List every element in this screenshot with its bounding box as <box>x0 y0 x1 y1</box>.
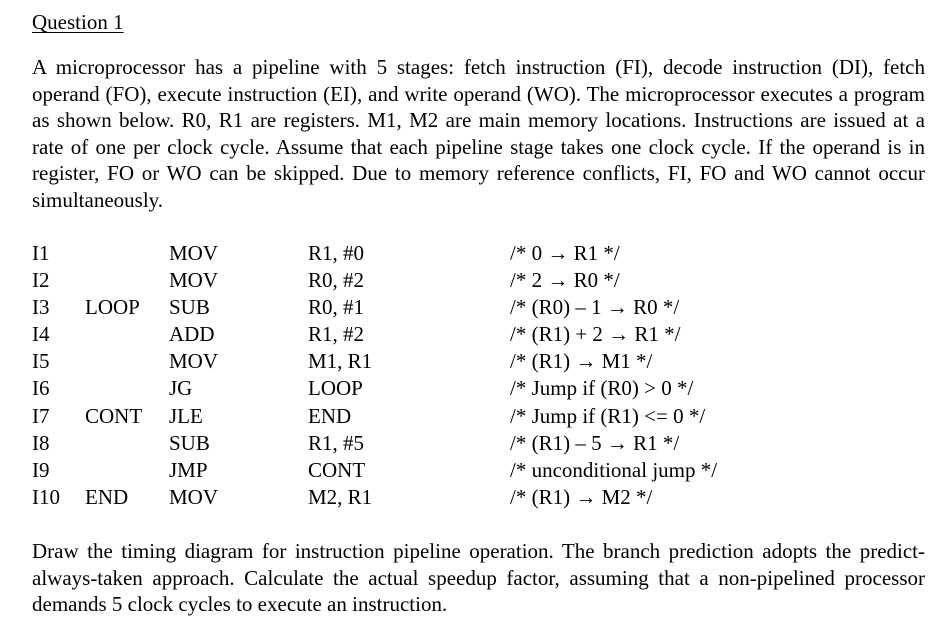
instruction-opcode: JG <box>169 376 193 401</box>
instruction-id: I2 <box>32 268 50 293</box>
instruction-id: I5 <box>32 349 50 374</box>
instruction-comment: /* (R1) + 2 → R1 */ <box>510 322 681 347</box>
instruction-comment: /* Jump if (R1) <= 0 */ <box>510 403 706 428</box>
program-row <box>32 403 925 430</box>
instruction-id: I7 <box>32 403 50 428</box>
instruction-operands: R0, #1 <box>308 295 365 320</box>
question-task-paragraph: Draw the timing diagram for instruction pipeline operation. The branch prediction adopts the predict-always-taken approach. Calculate the actual speedup factor, assuming that a non-pipelined processor demands 5 clock cycles to execute an instruction. <box>32 539 925 616</box>
instruction-comment: /* (R1) → M1 */ <box>510 349 653 374</box>
question-heading: Question 1 <box>32 10 124 34</box>
instruction-comment: /* Jump if (R0) > 0 */ <box>510 376 694 401</box>
instruction-operands: R1, #2 <box>308 322 365 347</box>
instruction-label: END <box>85 484 129 509</box>
instruction-opcode: SUB <box>169 295 210 320</box>
instruction-operands: END <box>308 403 352 428</box>
instruction-operands: M1, R1 <box>308 349 373 374</box>
instruction-id: I10 <box>32 484 60 509</box>
instruction-operands: R0, #2 <box>308 268 365 293</box>
instruction-opcode: JMP <box>169 457 208 482</box>
instruction-id: I6 <box>32 376 50 401</box>
instruction-comment: /* unconditional jump */ <box>510 457 718 482</box>
program-row <box>32 484 925 511</box>
program-row <box>32 457 925 484</box>
program-row <box>32 294 925 321</box>
instruction-operands: LOOP <box>308 376 363 401</box>
program-row <box>32 267 925 294</box>
instruction-id: I4 <box>32 322 50 347</box>
instruction-comment: /* (R1) → M2 */ <box>510 484 653 509</box>
assembly-program-listing <box>32 240 925 511</box>
instruction-operands: R1, #0 <box>308 241 365 265</box>
instruction-opcode: MOV <box>169 241 219 265</box>
instruction-opcode: SUB <box>169 430 210 455</box>
instruction-comment: /* (R1) – 5 → R1 */ <box>510 430 680 455</box>
instruction-comment: /* 0 → R1 */ <box>510 241 620 265</box>
question-intro-paragraph: A microprocessor has a pipeline with 5 stages: fetch instruction (FI), decode instruction (DI), fetch operand (FO), execute instruction (EI), and write operand (WO). The microprocessor executes a program as shown below. R0, R1 are registers. M1, M2 are main memory locations. Instructions are issued at a rate of one per clock cycle. Assume that each pipeline stage takes one clock cycle. If the operand is in register, FO or WO can be skipped. Due to memory reference conflicts, FI, FO and WO cannot occur simultaneously. <box>32 55 925 212</box>
instruction-label: LOOP <box>85 295 140 320</box>
instruction-id: I3 <box>32 295 50 320</box>
instruction-comment: /* (R0) – 1 → R0 */ <box>510 295 680 320</box>
instruction-operands: R1, #5 <box>308 430 365 455</box>
instruction-opcode: MOV <box>169 349 219 374</box>
instruction-label: CONT <box>85 403 143 428</box>
instruction-operands: CONT <box>308 457 366 482</box>
instruction-opcode: MOV <box>169 484 219 509</box>
program-row <box>32 430 925 457</box>
program-row <box>32 240 925 267</box>
instruction-opcode: MOV <box>169 268 219 293</box>
program-row <box>32 348 925 375</box>
instruction-opcode: JLE <box>169 403 203 428</box>
program-row <box>32 375 925 402</box>
instruction-opcode: ADD <box>169 322 215 347</box>
instruction-comment: /* 2 → R0 */ <box>510 268 620 293</box>
instruction-id: I1 <box>32 241 50 265</box>
instruction-id: I8 <box>32 430 50 455</box>
program-row <box>32 321 925 348</box>
instruction-id: I9 <box>32 457 50 482</box>
instruction-operands: M2, R1 <box>308 484 373 509</box>
